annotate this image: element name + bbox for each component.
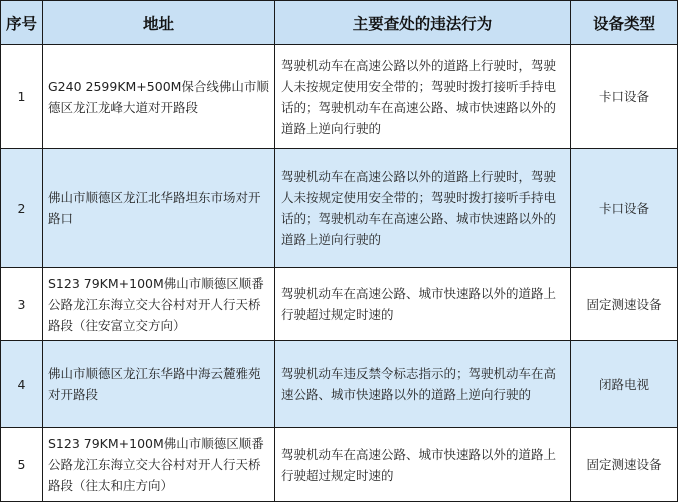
table-row	[1, 341, 678, 428]
row-device-type: 固定测速设备	[571, 268, 678, 341]
row-device-type: 卡口设备	[571, 149, 678, 268]
row-address: 佛山市顺德区龙江北华路坦东市场对开路口	[43, 149, 275, 268]
row-behavior: 驾驶机动车在高速公路、城市快速路以外的道路上行驶超过规定时速的	[275, 428, 571, 502]
table-row	[1, 428, 678, 502]
header-index: 序号	[1, 1, 43, 45]
row-index: 4	[1, 341, 43, 428]
row-behavior: 驾驶机动车在高速公路以外的道路上行驶时，驾驶人未按规定使用安全带的；驾驶时拨打接听手持电话的；驾驶机动车在高速公路、城市快速路以外的道路上逆向行驶的	[275, 45, 571, 149]
row-device-type: 固定测速设备	[571, 428, 678, 502]
header-address: 地址	[43, 1, 275, 45]
row-address: G240 2599KM+500M保合线佛山市顺德区龙江龙峰大道对开路段	[43, 45, 275, 149]
row-index: 5	[1, 428, 43, 502]
row-index: 3	[1, 268, 43, 341]
table-row	[1, 149, 678, 268]
table-row	[1, 45, 678, 149]
row-device-type: 卡口设备	[571, 45, 678, 149]
row-device-type: 闭路电视	[571, 341, 678, 428]
row-behavior: 驾驶机动车违反禁令标志指示的；驾驶机动车在高速公路、城市快速路以外的道路上逆向行驶的	[275, 341, 571, 428]
row-index: 1	[1, 45, 43, 149]
row-behavior: 驾驶机动车在高速公路、城市快速路以外的道路上行驶超过规定时速的	[275, 268, 571, 341]
row-address: 佛山市顺德区龙江东华路中海云麓雅苑对开路段	[43, 341, 275, 428]
row-behavior: 驾驶机动车在高速公路以外的道路上行驶时，驾驶人未按规定使用安全带的；驾驶时拨打接听手持电话的；驾驶机动车在高速公路、城市快速路以外的道路上逆向行驶的	[275, 149, 571, 268]
row-address: S123 79KM+100M佛山市顺德区顺番公路龙江东海立交大谷村对开人行天桥路段（往太和庄方向）	[43, 428, 275, 502]
row-index: 2	[1, 149, 43, 268]
header-device-type: 设备类型	[571, 1, 678, 45]
table-row	[1, 268, 678, 341]
header-behavior: 主要查处的违法行为	[275, 1, 571, 45]
table-header-row	[1, 1, 678, 45]
row-address: S123 79KM+100M佛山市顺德区顺番公路龙江东海立交大谷村对开人行天桥路段（往安富立交方向）	[43, 268, 275, 341]
